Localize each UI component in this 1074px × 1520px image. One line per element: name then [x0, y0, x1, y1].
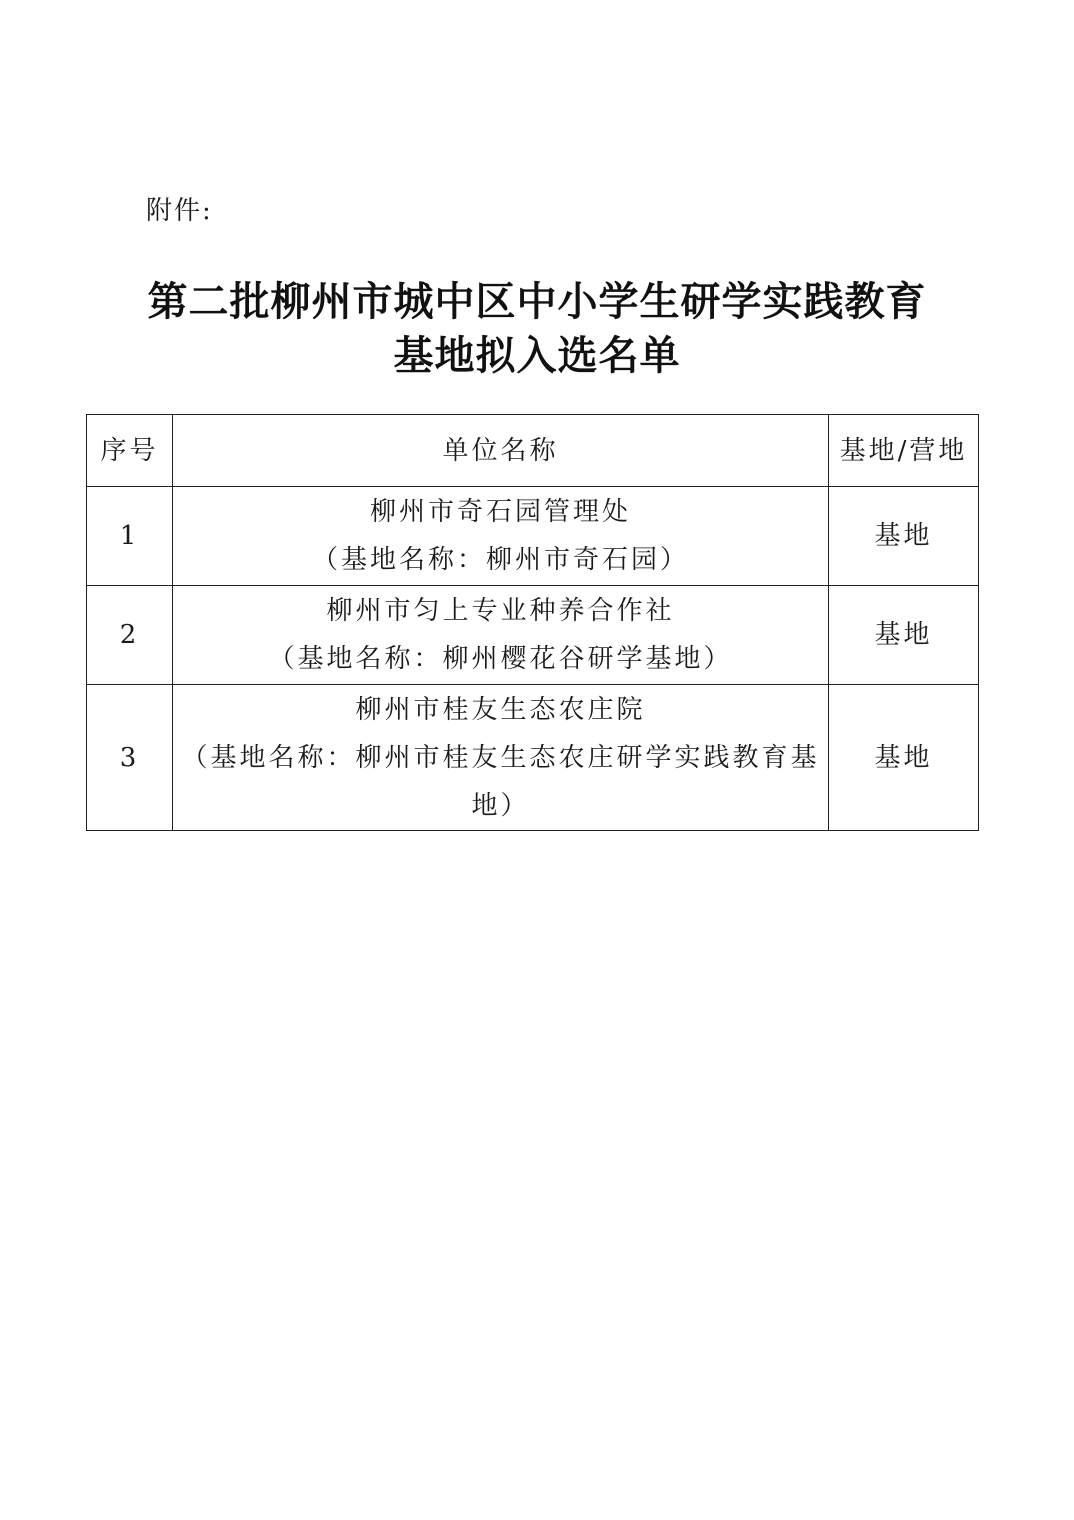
base-name: （基地名称：柳州樱花谷研学基地）	[268, 644, 733, 674]
table-header-row	[87, 415, 979, 487]
header-unit-name: 单位名称	[173, 415, 829, 487]
header-base-or-camp: 基地/营地	[829, 415, 979, 487]
base-name: （基地名称：柳州市奇石园）	[311, 545, 689, 575]
type-cell: 基地	[829, 487, 979, 586]
serial-number-cell: 2	[87, 586, 173, 685]
table-row	[87, 487, 979, 586]
serial-number-cell: 3	[87, 685, 173, 831]
candidate-list-table	[86, 414, 979, 831]
document-title	[0, 275, 1074, 383]
type-cell: 基地	[829, 685, 979, 831]
attachment-label: 附件:	[146, 196, 213, 226]
base-name: （基地名称：柳州市桂友生态农庄研学实践教育基地）	[181, 742, 820, 821]
serial-number-cell: 1	[87, 487, 173, 586]
unit-name: 柳州市匀上专业种养合作社	[326, 596, 675, 626]
unit-name-cell	[173, 586, 829, 685]
unit-name-cell	[173, 487, 829, 586]
type-cell: 基地	[829, 586, 979, 685]
unit-name: 柳州市桂友生态农庄院	[355, 694, 646, 725]
document-title-line-1: 第二批柳州市城中区中小学生研学实践教育	[147, 279, 927, 325]
document-title-line-2: 基地拟入选名单	[393, 333, 681, 379]
unit-name: 柳州市奇石园管理处	[369, 497, 631, 527]
table-row	[87, 586, 979, 685]
header-serial-number: 序号	[87, 415, 173, 487]
unit-name-cell	[173, 685, 829, 831]
table-row	[87, 685, 979, 831]
